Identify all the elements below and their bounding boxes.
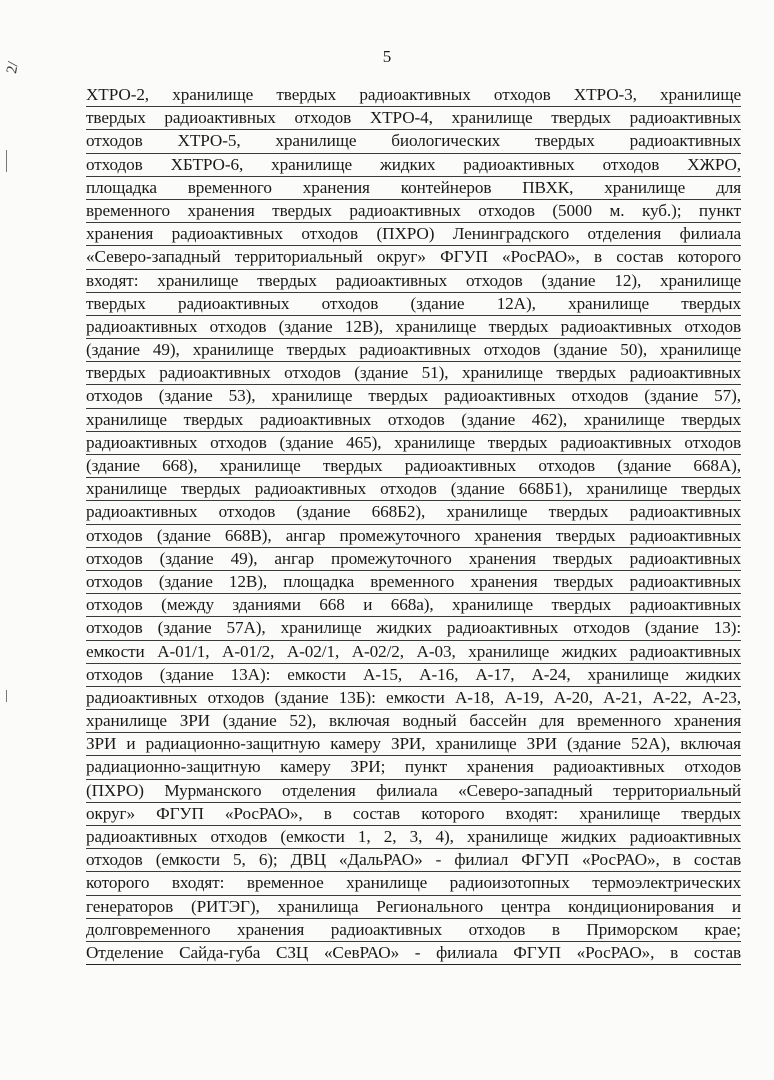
text-line: хранилище твердых радиоактивных отходов (здание 668Б1), хранилище твердых: [86, 478, 741, 501]
margin-handwritten-note: 2/: [4, 60, 22, 75]
text-line: площадка временного хранения контейнеров ПВХК, хранилище для: [86, 177, 741, 200]
text-line: емкости А-01/1, А-01/2, А-02/1, А-02/2, А-03, хранилище жидких радиоактивных: [86, 641, 741, 664]
text-line: (ПХРО) Мурманского отделения филиала «Северо-западный территориальный: [86, 780, 741, 803]
text-line: отходов (емкости 5, 6); ДВЦ «ДальРАО» - филиал ФГУП «РосРАО», в состав: [86, 849, 741, 872]
text-line: отходов (здание 57А), хранилище жидких радиоактивных отходов (здание 13):: [86, 617, 741, 640]
text-line: Отделение Сайда-губа СЗЦ «СевРАО» - филиала ФГУП «РосРАО», в состав: [86, 942, 741, 965]
text-line: отходов (здание 668В), ангар промежуточного хранения твердых радиоактивных: [86, 525, 741, 548]
text-line: «Северо-западный территориальный округ» ФГУП «РосРАО», в состав которого: [86, 246, 741, 269]
text-line: радиоактивных отходов (здание 465), хранилище твердых радиоактивных отходов: [86, 432, 741, 455]
text-line: хранения радиоактивных отходов (ПХРО) Ленинградского отделения филиала: [86, 223, 741, 246]
page-number: 5: [382, 47, 392, 66]
text-line: твердых радиоактивных отходов (здание 12А), хранилище твердых: [86, 293, 741, 316]
text-line: которого входят: временное хранилище радиоизотопных термоэлектрических: [86, 872, 741, 895]
margin-scan-mark: [6, 690, 7, 702]
text-line: радиоактивных отходов (здание 13Б): емкости А-18, А-19, А-20, А-21, А-22, А-23,: [86, 687, 741, 710]
text-line: долговременного хранения радиоактивных отходов в Приморском крае;: [86, 919, 741, 942]
text-line: отходов ХТРО-5, хранилище биологических твердых радиоактивных: [86, 130, 741, 153]
text-line: радиационно-защитную камеру ЗРИ; пункт хранения радиоактивных отходов: [86, 756, 741, 779]
text-line: (здание 49), хранилище твердых радиоактивных отходов (здание 50), хранилище: [86, 339, 741, 362]
text-line: хранилище твердых радиоактивных отходов (здание 462), хранилище твердых: [86, 409, 741, 432]
text-line: отходов (здание 13А): емкости А-15, А-16, А-17, А-24, хранилище жидких: [86, 664, 741, 687]
text-line: входят: хранилище твердых радиоактивных отходов (здание 12), хранилище: [86, 270, 741, 293]
text-line: ХТРО-2, хранилище твердых радиоактивных отходов ХТРО-3, хранилище: [86, 84, 741, 107]
text-line: твердых радиоактивных отходов ХТРО-4, хранилище твердых радиоактивных: [86, 107, 741, 130]
body-text: [86, 84, 741, 965]
text-line: (здание 668), хранилище твердых радиоактивных отходов (здание 668А),: [86, 455, 741, 478]
text-line: радиоактивных отходов (емкости 1, 2, 3, 4), хранилище жидких радиоактивных: [86, 826, 741, 849]
text-line: радиоактивных отходов (здание 668Б2), хранилище твердых радиоактивных: [86, 501, 741, 524]
text-line: хранилище ЗРИ (здание 52), включая водный бассейн для временного хранения: [86, 710, 741, 733]
text-line: отходов (между зданиями 668 и 668а), хранилище твердых радиоактивных: [86, 594, 741, 617]
text-line: радиоактивных отходов (здание 12В), хранилище твердых радиоактивных отходов: [86, 316, 741, 339]
text-line: временного хранения твердых радиоактивных отходов (5000 м. куб.); пункт: [86, 200, 741, 223]
text-line: отходов (здание 12В), площадка временного хранения твердых радиоактивных: [86, 571, 741, 594]
text-line: ЗРИ и радиационно-защитную камеру ЗРИ, хранилище ЗРИ (здание 52А), включая: [86, 733, 741, 756]
text-line: отходов (здание 53), хранилище твердых радиоактивных отходов (здание 57),: [86, 385, 741, 408]
text-line: округ» ФГУП «РосРАО», в состав которого входят: хранилище твердых: [86, 803, 741, 826]
text-line: отходов ХБТРО-6, хранилище жидких радиоактивных отходов ХЖРО,: [86, 154, 741, 177]
text-line: генераторов (РИТЭГ), хранилища Регионального центра кондиционирования и: [86, 896, 741, 919]
text-line: твердых радиоактивных отходов (здание 51), хранилище твердых радиоактивных: [86, 362, 741, 385]
text-line: отходов (здание 49), ангар промежуточного хранения твердых радиоактивных: [86, 548, 741, 571]
margin-scan-mark: [6, 150, 7, 172]
